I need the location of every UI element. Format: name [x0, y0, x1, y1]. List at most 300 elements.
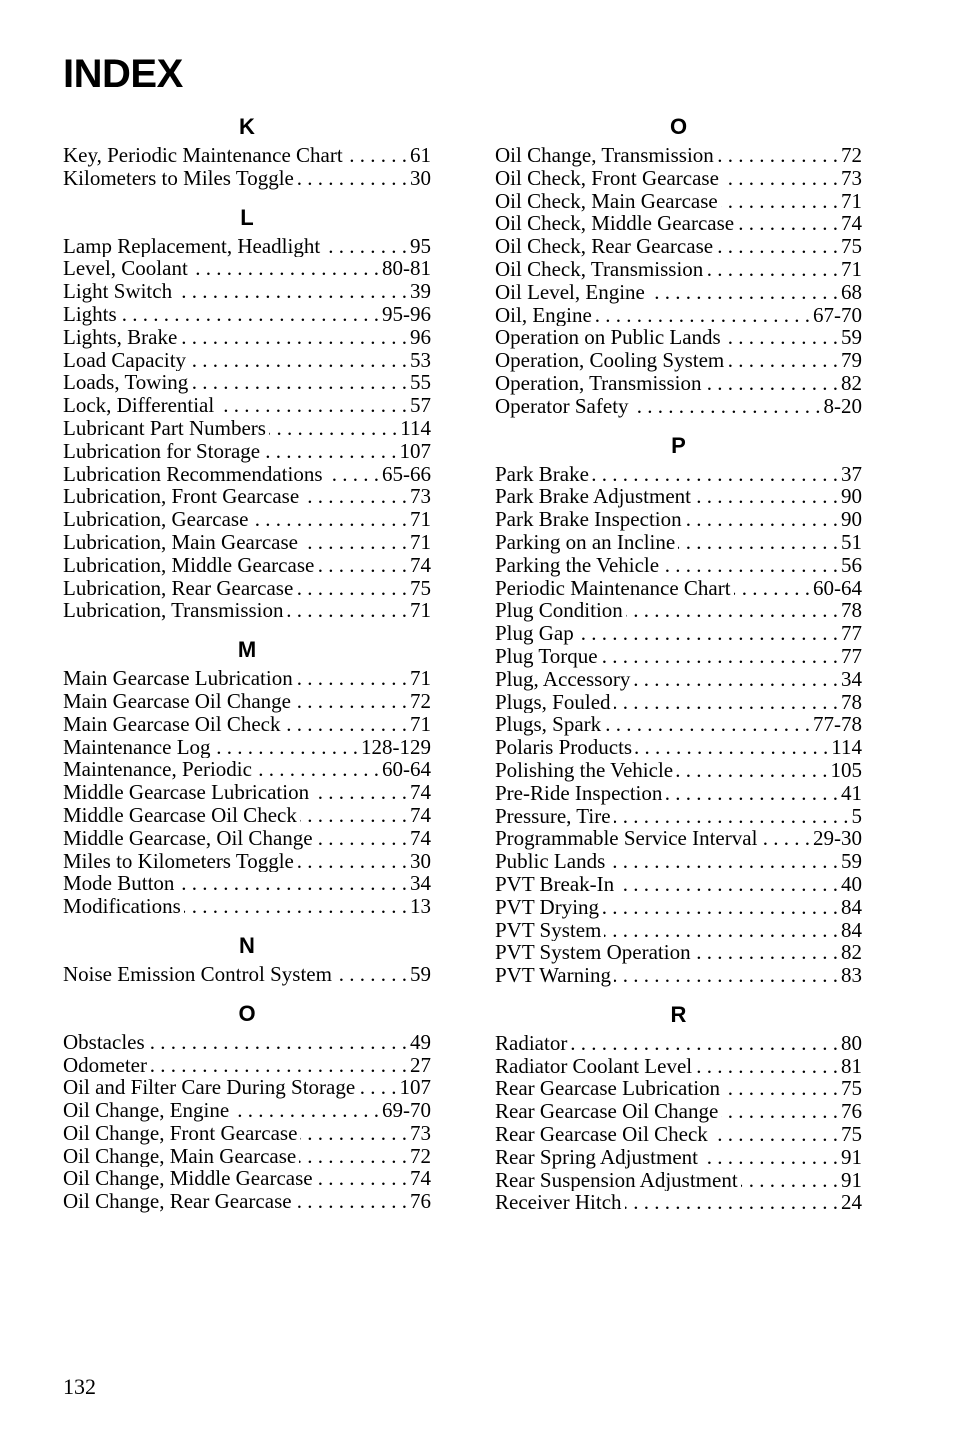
- index-page-ref: 74: [410, 553, 431, 577]
- dot-leader: [721, 190, 838, 213]
- index-term: Main Gearcase Oil Check: [63, 712, 281, 736]
- dot-leader: [251, 508, 407, 531]
- dot-leader: [723, 1077, 838, 1100]
- index-term: Radiator: [495, 1031, 568, 1055]
- index-page-ref: 27: [410, 1053, 431, 1077]
- index-term: Park Brake Inspection: [495, 508, 682, 531]
- index-entry: [495, 554, 862, 577]
- index-entry: [495, 1191, 862, 1214]
- section-letter: P: [671, 432, 686, 458]
- index-term: PVT Warning: [495, 964, 611, 987]
- index-term: Plug, Accessory: [495, 667, 631, 691]
- index-term: Oil and Filter Care During Storage: [63, 1076, 356, 1100]
- index-entry: [495, 805, 862, 828]
- index-entry: [495, 759, 862, 782]
- index-term: Kilometers to Miles Toggle: [63, 166, 294, 190]
- index-term: Middle Gearcase Oil Check: [63, 803, 297, 827]
- index-term: Operation, Transmission: [495, 371, 702, 395]
- index-entry: [495, 531, 862, 554]
- dot-leader: [632, 395, 821, 418]
- index-term: Key, Periodic Maintenance Chart: [63, 144, 343, 167]
- index-entry: [495, 1055, 862, 1078]
- dot-leader: [284, 713, 408, 736]
- index-page-ref: 73: [410, 485, 431, 509]
- index-section-p: [495, 431, 862, 987]
- index-term: Oil Change, Engine: [63, 1099, 230, 1122]
- index-entry: [63, 1167, 431, 1190]
- index-page-ref: 78: [841, 690, 862, 714]
- index-term: Parking the Vehicle: [495, 553, 660, 577]
- index-entry: [495, 691, 862, 714]
- index-page-ref: 82: [841, 941, 862, 965]
- index-page-ref: 74: [410, 803, 431, 827]
- index-page-ref: 95-96: [382, 302, 431, 326]
- index-term: Middle Gearcase, Oil Change: [63, 826, 313, 850]
- section-letter: N: [239, 932, 255, 958]
- index-page-ref: 39: [410, 280, 431, 303]
- index-term: Lubricant Part Numbers: [63, 416, 266, 440]
- dot-leader: [300, 804, 407, 827]
- dot-leader: [312, 781, 407, 804]
- index-page-ref: 74: [841, 212, 862, 236]
- dot-leader: [722, 167, 838, 190]
- index-entry: [495, 349, 862, 372]
- dot-leader: [232, 1099, 379, 1122]
- index-page-ref: 71: [410, 712, 431, 736]
- index-term: Lubrication Recommendations: [63, 462, 323, 486]
- dot-leader: [727, 349, 838, 372]
- dot-leader: [358, 1076, 396, 1099]
- index-entry: [63, 303, 431, 326]
- index-entry: [495, 485, 862, 508]
- index-entry: [63, 690, 431, 713]
- dot-leader: [694, 485, 838, 508]
- index-page-ref: 53: [410, 348, 431, 372]
- dot-leader: [570, 1032, 838, 1055]
- index-entry-list: [495, 463, 862, 987]
- dot-leader: [724, 326, 838, 349]
- dot-leader: [648, 281, 838, 304]
- index-term: Mode Button: [63, 872, 175, 896]
- index-term: Modifications: [63, 895, 181, 918]
- index-entry: [495, 508, 862, 531]
- index-page-ref: 90: [841, 485, 862, 509]
- index-section-l: [63, 203, 431, 623]
- index-page-ref: 81: [841, 1054, 862, 1078]
- index-term: Lubrication, Rear Gearcase: [63, 576, 294, 600]
- index-page-ref: 37: [841, 462, 862, 486]
- dot-leader: [335, 963, 407, 986]
- index-entry: [495, 144, 862, 167]
- index-term: Maintenance Log: [63, 735, 211, 759]
- index-term: Oil Level, Engine: [495, 280, 645, 304]
- dot-leader: [294, 690, 407, 713]
- index-entry: [495, 919, 862, 942]
- dot-leader: [716, 235, 838, 258]
- index-entry: [495, 645, 862, 668]
- index-term: Light Switch: [63, 280, 173, 303]
- index-page-ref: 67-70: [813, 303, 862, 327]
- section-letter: R: [670, 1001, 687, 1027]
- index-entry: [495, 782, 862, 805]
- index-entry: [63, 257, 431, 280]
- index-page-ref: 73: [410, 1121, 431, 1145]
- index-entry: [63, 144, 431, 167]
- dot-leader: [602, 896, 838, 919]
- index-term: Pre-Ride Inspection: [495, 781, 663, 805]
- index-page-ref: 65-66: [382, 462, 431, 486]
- dot-leader: [177, 872, 407, 895]
- index-page-ref: 60-64: [382, 758, 431, 782]
- index-entry: [63, 827, 431, 850]
- dot-leader: [346, 144, 407, 167]
- dot-leader: [695, 1055, 838, 1078]
- index-entry-list: [63, 1031, 431, 1213]
- index-term: Noise Emission Control System: [63, 962, 332, 986]
- dot-leader: [300, 1122, 407, 1145]
- index-section-n: [63, 931, 431, 986]
- index-page-ref: 114: [831, 736, 862, 759]
- index-page-ref: 24: [841, 1191, 862, 1215]
- index-section-r: [495, 1000, 862, 1214]
- index-entry: [495, 372, 862, 395]
- index-term: PVT System Operation: [495, 941, 691, 965]
- index-entry: [63, 781, 431, 804]
- dot-leader: [665, 782, 838, 805]
- index-term: Oil Change, Transmission: [495, 144, 714, 167]
- index-page-ref: 107: [399, 1076, 431, 1100]
- index-term: Main Gearcase Lubrication: [63, 667, 293, 690]
- index-entry: [495, 1123, 862, 1146]
- dot-leader: [678, 531, 838, 554]
- index-entry: [63, 280, 431, 303]
- index-term: Rear Gearcase Oil Check: [495, 1123, 708, 1146]
- dot-leader: [287, 599, 407, 622]
- index-entry: [63, 531, 431, 554]
- dot-leader: [760, 827, 810, 850]
- dot-leader: [676, 759, 827, 782]
- index-page-ref: 61: [410, 144, 431, 167]
- index-entry: [63, 554, 431, 577]
- index-page-ref: 56: [841, 553, 862, 577]
- index-entry-list: [63, 144, 431, 190]
- index-page-ref: 59: [841, 850, 862, 873]
- index-term: Operation on Public Lands: [495, 326, 721, 350]
- index-term: PVT Break-In: [495, 872, 615, 896]
- section-letter: O: [669, 114, 688, 139]
- index-page-ref: 80-81: [382, 257, 431, 281]
- index-entry: [63, 599, 431, 622]
- dot-leader: [737, 212, 838, 235]
- index-page-ref: 72: [410, 1144, 431, 1168]
- index-entry: [63, 736, 431, 759]
- index-entry: [495, 258, 862, 281]
- index-entry-list: [495, 144, 862, 418]
- dot-leader: [734, 577, 810, 600]
- index-page-ref: 107: [399, 439, 431, 463]
- index-term: Level, Coolant: [63, 257, 188, 281]
- index-term: Oil Change, Front Gearcase: [63, 1121, 298, 1145]
- index-page-ref: 71: [841, 257, 862, 281]
- index-term: Oil Check, Rear Gearcase: [495, 235, 714, 258]
- index-entry: [495, 941, 862, 964]
- index-entry: [495, 1169, 862, 1192]
- index-entry: [63, 963, 431, 986]
- index-entry: [495, 896, 862, 919]
- index-entry: [63, 895, 431, 918]
- index-term: Lubrication, Main Gearcase: [63, 530, 298, 554]
- index-entry: [63, 1099, 431, 1122]
- index-term: Public Lands: [495, 850, 606, 873]
- index-term: Rear Spring Adjustment: [495, 1145, 698, 1169]
- dot-leader: [191, 257, 379, 280]
- dot-leader: [180, 326, 407, 349]
- section-letter: M: [237, 637, 257, 663]
- index-page-ref: 96: [410, 325, 431, 349]
- dot-leader: [297, 850, 407, 873]
- index-page-ref: 68: [841, 280, 862, 304]
- index-entry: [63, 235, 431, 258]
- dot-leader: [694, 941, 838, 964]
- index-term: Periodic Maintenance Chart: [495, 576, 731, 600]
- dot-leader: [148, 1031, 407, 1054]
- index-page-ref: 74: [410, 826, 431, 850]
- index-term: Oil, Engine: [495, 303, 592, 327]
- index-term: Odometer: [63, 1053, 147, 1077]
- index-entry: [63, 167, 431, 190]
- index-term: Lubrication, Front Gearcase: [63, 485, 300, 509]
- index-term: Programmable Service Interval: [495, 827, 758, 851]
- index-term: Plug Condition: [495, 599, 623, 623]
- index-entry: [63, 508, 431, 531]
- index-page-ref: 77-78: [813, 713, 862, 737]
- dot-leader: [295, 1190, 407, 1213]
- index-section-m: [63, 635, 431, 918]
- index-page-ref: 13: [410, 895, 431, 918]
- index-term: Oil Check, Front Gearcase: [495, 166, 719, 190]
- dot-leader: [721, 1100, 838, 1123]
- index-term: Main Gearcase Oil Change: [63, 689, 291, 713]
- index-term: Parking on an Incline: [495, 530, 676, 554]
- index-page-ref: 78: [841, 599, 862, 623]
- dot-leader: [577, 622, 838, 645]
- index-page-ref: 128-129: [361, 735, 431, 759]
- index-page-ref: 49: [410, 1030, 431, 1054]
- index-page-ref: 40: [841, 872, 862, 896]
- index-page-ref: 91: [841, 1168, 862, 1192]
- index-entry: [495, 212, 862, 235]
- index-page-ref: 5: [851, 804, 862, 828]
- index-page-ref: 30: [410, 166, 431, 190]
- index-page-ref: 8-20: [823, 394, 862, 418]
- index-page-ref: 74: [410, 1167, 431, 1191]
- index-page-ref: 114: [400, 416, 431, 440]
- dot-leader: [120, 303, 379, 326]
- index-entry: [63, 1122, 431, 1145]
- index-entry: [495, 577, 862, 600]
- index-page-ref: 80: [841, 1031, 862, 1055]
- index-page-ref: 79: [841, 349, 862, 372]
- index-entry: [63, 758, 431, 781]
- index-page-ref: 72: [410, 689, 431, 713]
- index-term: Receiver Hitch: [495, 1191, 622, 1215]
- index-term: Rear Gearcase Oil Change: [495, 1100, 719, 1124]
- index-page-ref: 34: [410, 872, 431, 896]
- dot-leader: [316, 827, 407, 850]
- index-entry: [63, 440, 431, 463]
- index-entry: [495, 167, 862, 190]
- index-page-ref: 90: [841, 508, 862, 531]
- dot-leader: [706, 258, 838, 281]
- index-entry: [63, 349, 431, 372]
- index-entry: [495, 463, 862, 486]
- index-section-k: [63, 112, 431, 190]
- dot-leader: [263, 440, 396, 463]
- index-term: Load Capacity: [63, 348, 187, 372]
- index-entry: [495, 622, 862, 645]
- index-page-ref: 29-30: [813, 827, 862, 851]
- index-entry: [63, 326, 431, 349]
- index-page-ref: 75: [841, 1123, 862, 1146]
- index-section-o: [63, 999, 431, 1213]
- index-entry: [495, 736, 862, 759]
- dot-leader: [635, 736, 828, 759]
- index-entry: [495, 326, 862, 349]
- index-entry: [495, 873, 862, 896]
- index-entry: [495, 827, 862, 850]
- index-page-ref: 77: [841, 622, 862, 645]
- index-page-ref: 59: [841, 326, 862, 350]
- index-term: Oil Change, Rear Gearcase: [63, 1190, 292, 1214]
- index-page-ref: 82: [841, 371, 862, 395]
- index-entry: [495, 304, 862, 327]
- index-page-ref: 72: [841, 144, 862, 167]
- index-term: Lights: [63, 302, 117, 326]
- dot-leader: [299, 1145, 407, 1168]
- index-term: Oil Check, Transmission: [495, 257, 704, 281]
- dot-leader: [741, 1169, 838, 1192]
- dot-leader: [705, 372, 838, 395]
- index-page-ref: 77: [841, 644, 862, 668]
- dot-leader: [189, 349, 407, 372]
- dot-leader: [625, 1191, 838, 1214]
- index-page-ref: 71: [410, 599, 431, 623]
- index-term: Miles to Kilometers Toggle: [63, 849, 294, 873]
- dot-leader: [301, 531, 407, 554]
- index-entry-list: [63, 235, 431, 623]
- page-number: 132: [63, 1374, 96, 1399]
- index-entry: [495, 964, 862, 987]
- dot-leader: [297, 167, 407, 190]
- dot-leader: [614, 805, 849, 828]
- dot-leader: [608, 850, 838, 873]
- dot-leader: [175, 280, 407, 303]
- dot-leader: [592, 463, 838, 486]
- index-term: Polaris Products: [495, 736, 633, 759]
- index-section-o: [495, 112, 862, 418]
- index-entry: [495, 190, 862, 213]
- dot-leader: [685, 508, 838, 531]
- index-page-ref: 59: [410, 962, 431, 986]
- dot-leader: [626, 599, 838, 622]
- dot-leader: [326, 463, 379, 486]
- dot-leader: [711, 1123, 838, 1146]
- index-entry: [63, 804, 431, 827]
- index-term: Rear Suspension Adjustment: [495, 1168, 738, 1192]
- index-page-ref: 75: [841, 235, 862, 258]
- dot-leader: [296, 667, 407, 690]
- index-entry: [495, 1032, 862, 1055]
- dot-leader: [604, 919, 838, 942]
- index-entry: [495, 281, 862, 304]
- index-term: PVT System: [495, 918, 602, 942]
- index-entry: [495, 1077, 862, 1100]
- index-page-ref: 76: [841, 1100, 862, 1124]
- dot-leader: [604, 713, 810, 736]
- index-term: Park Brake: [495, 462, 589, 486]
- index-term: Pressure, Tire: [495, 804, 611, 828]
- index-term: Oil Check, Main Gearcase: [495, 189, 718, 213]
- index-page-ref: 91: [841, 1145, 862, 1169]
- index-page-ref: 84: [841, 918, 862, 942]
- index-term: Middle Gearcase Lubrication: [63, 781, 310, 804]
- dot-leader: [614, 964, 838, 987]
- index-page-ref: 71: [841, 189, 862, 213]
- dot-leader: [717, 144, 838, 167]
- index-page-ref: 75: [841, 1077, 862, 1101]
- index-term: Park Brake Adjustment: [495, 485, 691, 509]
- index-entry-list: [495, 1032, 862, 1214]
- dot-leader: [595, 304, 810, 327]
- index-term: Lamp Replacement, Headlight: [63, 234, 321, 258]
- index-term: Plugs, Fouled: [495, 690, 611, 714]
- index-page-ref: 34: [841, 667, 862, 691]
- dot-leader: [150, 1054, 407, 1077]
- dot-leader: [317, 554, 407, 577]
- section-letter: K: [239, 114, 255, 139]
- index-entry: [63, 371, 431, 394]
- index-term: Radiator Coolant Level: [495, 1054, 693, 1078]
- index-entry: [63, 417, 431, 440]
- dot-leader: [662, 554, 838, 577]
- index-term: Lights, Brake: [63, 325, 178, 349]
- index-column-left: [63, 112, 431, 1226]
- index-term: Oil Check, Middle Gearcase: [495, 212, 735, 236]
- dot-leader: [601, 645, 838, 668]
- dot-leader: [269, 417, 397, 440]
- dot-leader: [296, 577, 407, 600]
- dot-leader: [633, 668, 838, 691]
- index-term: Oil Change, Main Gearcase: [63, 1144, 297, 1168]
- index-entry: [495, 1100, 862, 1123]
- index-term: Lubrication, Middle Gearcase: [63, 553, 315, 577]
- index-page-ref: 71: [410, 508, 431, 531]
- index-entry: [495, 395, 862, 418]
- dot-leader: [255, 758, 379, 781]
- section-letter: L: [240, 204, 254, 230]
- index-entry: [495, 850, 862, 873]
- index-term: Polishing the Vehicle: [495, 758, 674, 782]
- index-page-ref: 41: [841, 781, 862, 805]
- index-page-ref: 71: [410, 530, 431, 554]
- index-entry-list: [63, 667, 431, 918]
- index-page-ref: 71: [410, 667, 431, 690]
- index-entry: [495, 1146, 862, 1169]
- index-entry: [495, 713, 862, 736]
- index-page-ref: 69-70: [382, 1099, 431, 1122]
- dot-leader: [214, 736, 358, 759]
- index-term: Lubrication, Transmission: [63, 599, 284, 623]
